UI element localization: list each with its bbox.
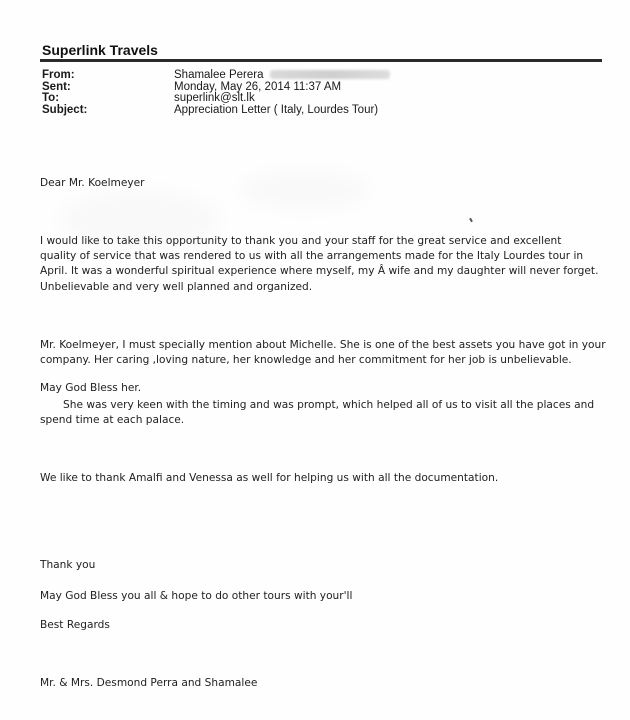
- to-row: [42, 92, 390, 104]
- paragraph-timing-line2: spend time at each palace.: [40, 414, 185, 426]
- paragraph-michelle: Mr. Koelmeyer, I must specially mention about Michelle. She is one of the best assets you have got in your company. Her caring ,loving nature, her knowledge and her commitment for her job is unbelievable.: [40, 339, 606, 367]
- paragraph-documentation: We like to thank Amalfi and Venessa as well for helping us with all the documentation.: [40, 472, 499, 484]
- sent-value: Monday, May 26, 2014 11:37 AM: [174, 80, 342, 93]
- from-label: From:: [42, 69, 75, 81]
- subject-label: Subject:: [42, 103, 88, 116]
- from-value: [174, 69, 390, 81]
- subject-row: [42, 104, 390, 116]
- paragraph-thanks: I would like to take this opportunity to thank you and your staff for the great service and excellent quality of service that was rendered to us with all the arrangements made for the Italy Lourdes tour in April. It was a wonderful spiritual experience where myself, my Â wife and my daughter will never forget. Unbelievable and very well planned and organized.: [40, 235, 599, 293]
- header-divider: [40, 59, 602, 62]
- to-label: To:: [42, 92, 60, 104]
- company-name: Superlink Travels: [42, 42, 158, 58]
- scan-speck: [469, 218, 473, 222]
- blessing-line: May God Bless you all & hope to do other tours with your'll: [40, 590, 353, 602]
- redacted-email: [270, 70, 390, 79]
- from-row: [42, 69, 390, 81]
- sent-row: [42, 81, 390, 93]
- greeting: Dear Mr. Koelmeyer: [40, 177, 145, 189]
- to-value: superlink@slt.lk: [174, 92, 255, 104]
- email-header: [42, 69, 390, 115]
- closing-line: Best Regards: [40, 619, 110, 631]
- scan-shadow: [240, 170, 370, 210]
- subject-value: Appreciation Letter ( Italy, Lourdes Tour): [174, 103, 379, 116]
- signature-line: Mr. & Mrs. Desmond Perra and Shamalee: [40, 677, 258, 689]
- thank-you-line: Thank you: [40, 559, 96, 571]
- sent-label: Sent:: [42, 80, 71, 93]
- paragraph-timing-line1: She was very keen with the timing and was prompt, which helped all of us to visit all the places and: [63, 399, 595, 411]
- sender-name: Shamalee Perera: [174, 69, 264, 81]
- paragraph-blessing: May God Bless her.: [40, 382, 142, 394]
